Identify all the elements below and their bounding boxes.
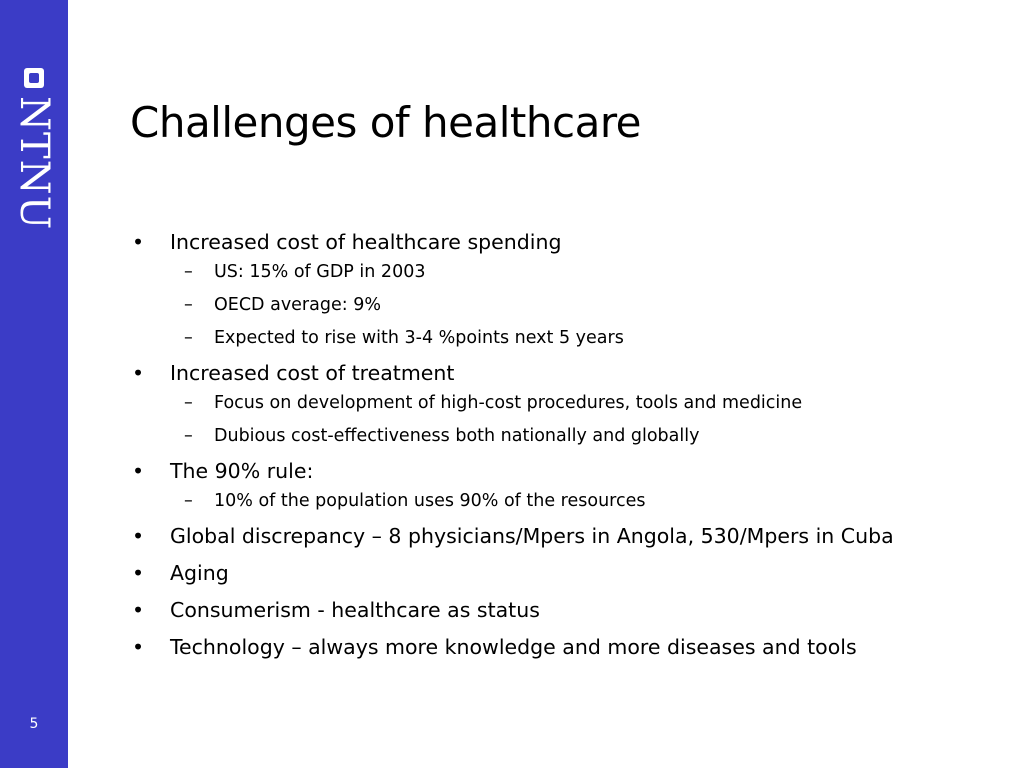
sub-bullet-item bbox=[170, 489, 1010, 513]
bullet-text: The 90% rule: bbox=[170, 459, 314, 483]
bullet-dot-icon: • bbox=[131, 561, 145, 585]
bullet-item bbox=[130, 359, 1010, 448]
bullet-item bbox=[130, 522, 1010, 550]
sub-bullet-text: OECD average: 9% bbox=[214, 295, 381, 315]
sub-bullet-text: 10% of the population uses 90% of the resources bbox=[214, 491, 646, 511]
bullet-text: Increased cost of healthcare spending bbox=[170, 230, 562, 254]
sub-bullet-list bbox=[170, 260, 1010, 350]
page-number: 5 bbox=[29, 716, 39, 732]
ntnu-logo-text: NTNU bbox=[11, 96, 57, 231]
bullet-text: Global discrepancy – 8 physicians/Mpers in Angola, 530/Mpers in Cuba bbox=[170, 524, 894, 548]
sub-bullet-item bbox=[170, 391, 1010, 415]
bullet-text: Increased cost of treatment bbox=[170, 361, 455, 385]
sub-bullet-item bbox=[170, 326, 1010, 350]
bullet-list bbox=[130, 228, 1010, 661]
bullet-item bbox=[130, 596, 1010, 624]
sub-bullet-item bbox=[170, 260, 1010, 284]
bullet-item bbox=[130, 228, 1010, 350]
dash-icon: – bbox=[184, 295, 193, 315]
bullet-text: Aging bbox=[170, 561, 229, 585]
bullet-dot-icon: • bbox=[131, 598, 145, 622]
bullet-item bbox=[130, 559, 1010, 587]
bullet-dot-icon: • bbox=[131, 230, 145, 254]
sub-bullet-list bbox=[170, 391, 1010, 448]
dash-icon: – bbox=[184, 328, 193, 348]
bullet-dot-icon: • bbox=[131, 459, 145, 483]
sub-bullet-text: Dubious cost-effectiveness both nationally and globally bbox=[214, 426, 700, 446]
dash-icon: – bbox=[184, 262, 193, 282]
bullet-dot-icon: • bbox=[131, 361, 145, 385]
sub-bullet-text: US: 15% of GDP in 2003 bbox=[214, 262, 426, 282]
bullet-item bbox=[130, 633, 1010, 661]
dash-icon: – bbox=[184, 393, 193, 413]
sub-bullet-item bbox=[170, 293, 1010, 317]
bullet-dot-icon: • bbox=[131, 524, 145, 548]
ntnu-square-logo-icon bbox=[24, 68, 44, 88]
bullet-dot-icon: • bbox=[131, 635, 145, 659]
slide-content bbox=[130, 228, 1010, 670]
bullet-text: Consumerism - healthcare as status bbox=[170, 598, 540, 622]
sidebar bbox=[0, 0, 68, 768]
slide-title: Challenges of healthcare bbox=[130, 98, 642, 147]
dash-icon: – bbox=[184, 426, 193, 446]
sub-bullet-item bbox=[170, 424, 1010, 448]
sub-bullet-text: Expected to rise with 3-4 %points next 5 years bbox=[214, 328, 624, 348]
dash-icon: – bbox=[184, 491, 193, 511]
sub-bullet-text: Focus on development of high-cost procedures, tools and medicine bbox=[214, 393, 803, 413]
bullet-text: Technology – always more knowledge and more diseases and tools bbox=[170, 635, 857, 659]
sub-bullet-list bbox=[170, 489, 1010, 513]
bullet-item bbox=[130, 457, 1010, 513]
